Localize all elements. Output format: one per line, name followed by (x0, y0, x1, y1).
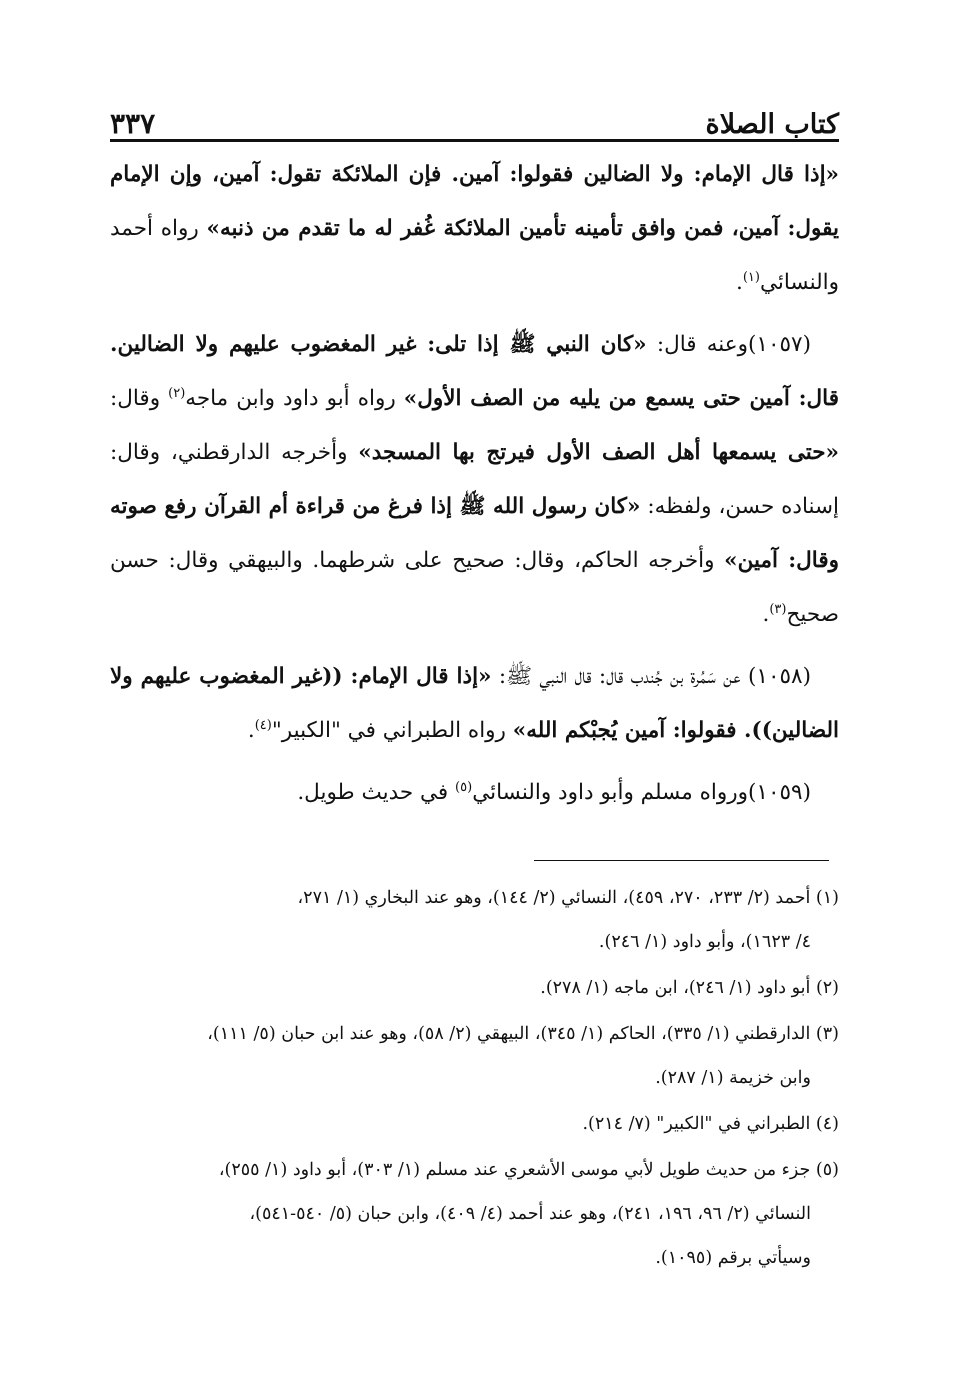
hadith-number: (١٠٥٨) (748, 664, 811, 689)
footnote-text: ٤/ ١٦٢٣)، وأبو داود (١/ ٢٤٦). (598, 932, 811, 952)
narration-text: في حديث طويل. (297, 780, 456, 805)
punctuation: . (762, 602, 770, 627)
footnote-text: وابن خزيمة (١/ ٢٨٧). (655, 1068, 811, 1088)
narration-text: رواه أبو داود وابن ماجه (185, 386, 404, 411)
narration-text: عن سَمُرة بن جُندب قال: قال النبي ﷺ: (491, 664, 749, 689)
footnote-4 (110, 1102, 839, 1146)
narration-text: وعنه قال: (646, 332, 749, 357)
narration-text: رواه أحمد والنسائي (110, 216, 839, 295)
footnote-2 (110, 966, 839, 1010)
main-text (110, 148, 839, 828)
narration-text: رواه الطبراني في "الكبير" (271, 718, 513, 743)
footnote-3 (110, 1012, 839, 1100)
footnotes (110, 876, 839, 1282)
page-header (110, 92, 839, 138)
footnote-text: (٥) جزء من حديث طويل لأبي موسى الأشعري عند مسلم (١/ ٣٠٣)، أبو داود (١/ ٢٥٥)، (218, 1160, 839, 1180)
hadith-text: «حتى يسمعها أهل الصف الأول فيرتج بها المسجد» (358, 440, 839, 465)
page-number: ٣٣٧ (110, 107, 156, 140)
footnote-text: النسائي (٢/ ٩٦، ١٩٦، ٢٤١)، وهو عند أحمد (٤/ ٤٠٩)، وابن حبان (٥/ ٥٤٠-٥٤١)، (249, 1204, 811, 1224)
narration-text: وقال: (110, 386, 169, 411)
footnote-5 (110, 1148, 839, 1280)
footnote-ref: (٣) (769, 601, 787, 617)
footnote-separator (534, 860, 829, 861)
hadith-text: «إذا قال الإمام: ((غير المغضوب عليهم ولا الضالين)). فقولوا: آمين يُجبْكم الله» (110, 664, 839, 743)
hadith-number: (١٠٥٩) (748, 780, 811, 805)
footnote-ref: (١) (742, 269, 760, 285)
hadith-text: «كان رسول الله ﷺ إذا فرغ من قراءة أم القرآن رفع صوته وقال: آمين» (110, 494, 839, 573)
paragraph-1059 (110, 766, 839, 820)
narration-text: ورواه مسلم وأبو داود والنسائي (472, 780, 749, 805)
footnote-ref: (٥) (455, 779, 473, 795)
narration-text: وأخرجه الدارقطني، وقال: إسناده حسن، ولفظه: (110, 440, 839, 519)
footnote-text: (٣) الدارقطني (١/ ٣٣٥)، الحاكم (١/ ٣٤٥)، البيهقي (٢/ ٥٨)، وهو عند ابن حبان (٥/ ١١١)، (207, 1024, 839, 1044)
header-rule (110, 139, 839, 142)
footnote-text: (٢) أبو داود (١/ ٢٤٦)، ابن ماجه (١/ ٢٧٨). (540, 978, 839, 998)
footnote-text: وسيأتي برقم (١٠٩٥). (655, 1248, 811, 1268)
narration-text: وأخرجه الحاكم، وقال: صحيح على شرطهما. والبيهقي وقال: حسن صحيح (110, 548, 839, 627)
footnote-text: (١) أحمد (٢/ ٢٣٣، ٢٧٠، ٤٥٩)، النسائي (٢/ ١٤٤)، وهو عند البخاري (١/ ٢٧١، (297, 888, 839, 908)
hadith-text: «إذا قال الإمام: ولا الضالين فقولوا: آمين. فإن الملائكة تقول: آمين، وإن الإمام يقول: آمين، فمن وافق تأمينه تأمين الملائكة غُفر له ما تقدم من ذنبه» (110, 162, 840, 241)
paragraph-1 (110, 148, 839, 310)
punctuation: . (735, 270, 743, 295)
footnote-ref: (٤) (254, 717, 272, 733)
paragraph-1058 (110, 650, 839, 758)
hadith-text: «كان النبي ﷺ إذا تلى: غير المغضوب عليهم ولا الضالين. قال: آمين حتى يسمع من يليه من الصف الأول» (110, 332, 839, 411)
paragraph-1057 (110, 318, 839, 642)
running-title: كتاب الصلاة (705, 109, 839, 140)
footnote-1 (110, 876, 839, 964)
punctuation: . (247, 718, 255, 743)
footnote-ref: (٢) (168, 385, 186, 401)
footnote-text: (٤) الطبراني في "الكبير" (٧/ ٢١٤). (582, 1114, 839, 1134)
hadith-number: (١٠٥٧) (748, 332, 811, 357)
